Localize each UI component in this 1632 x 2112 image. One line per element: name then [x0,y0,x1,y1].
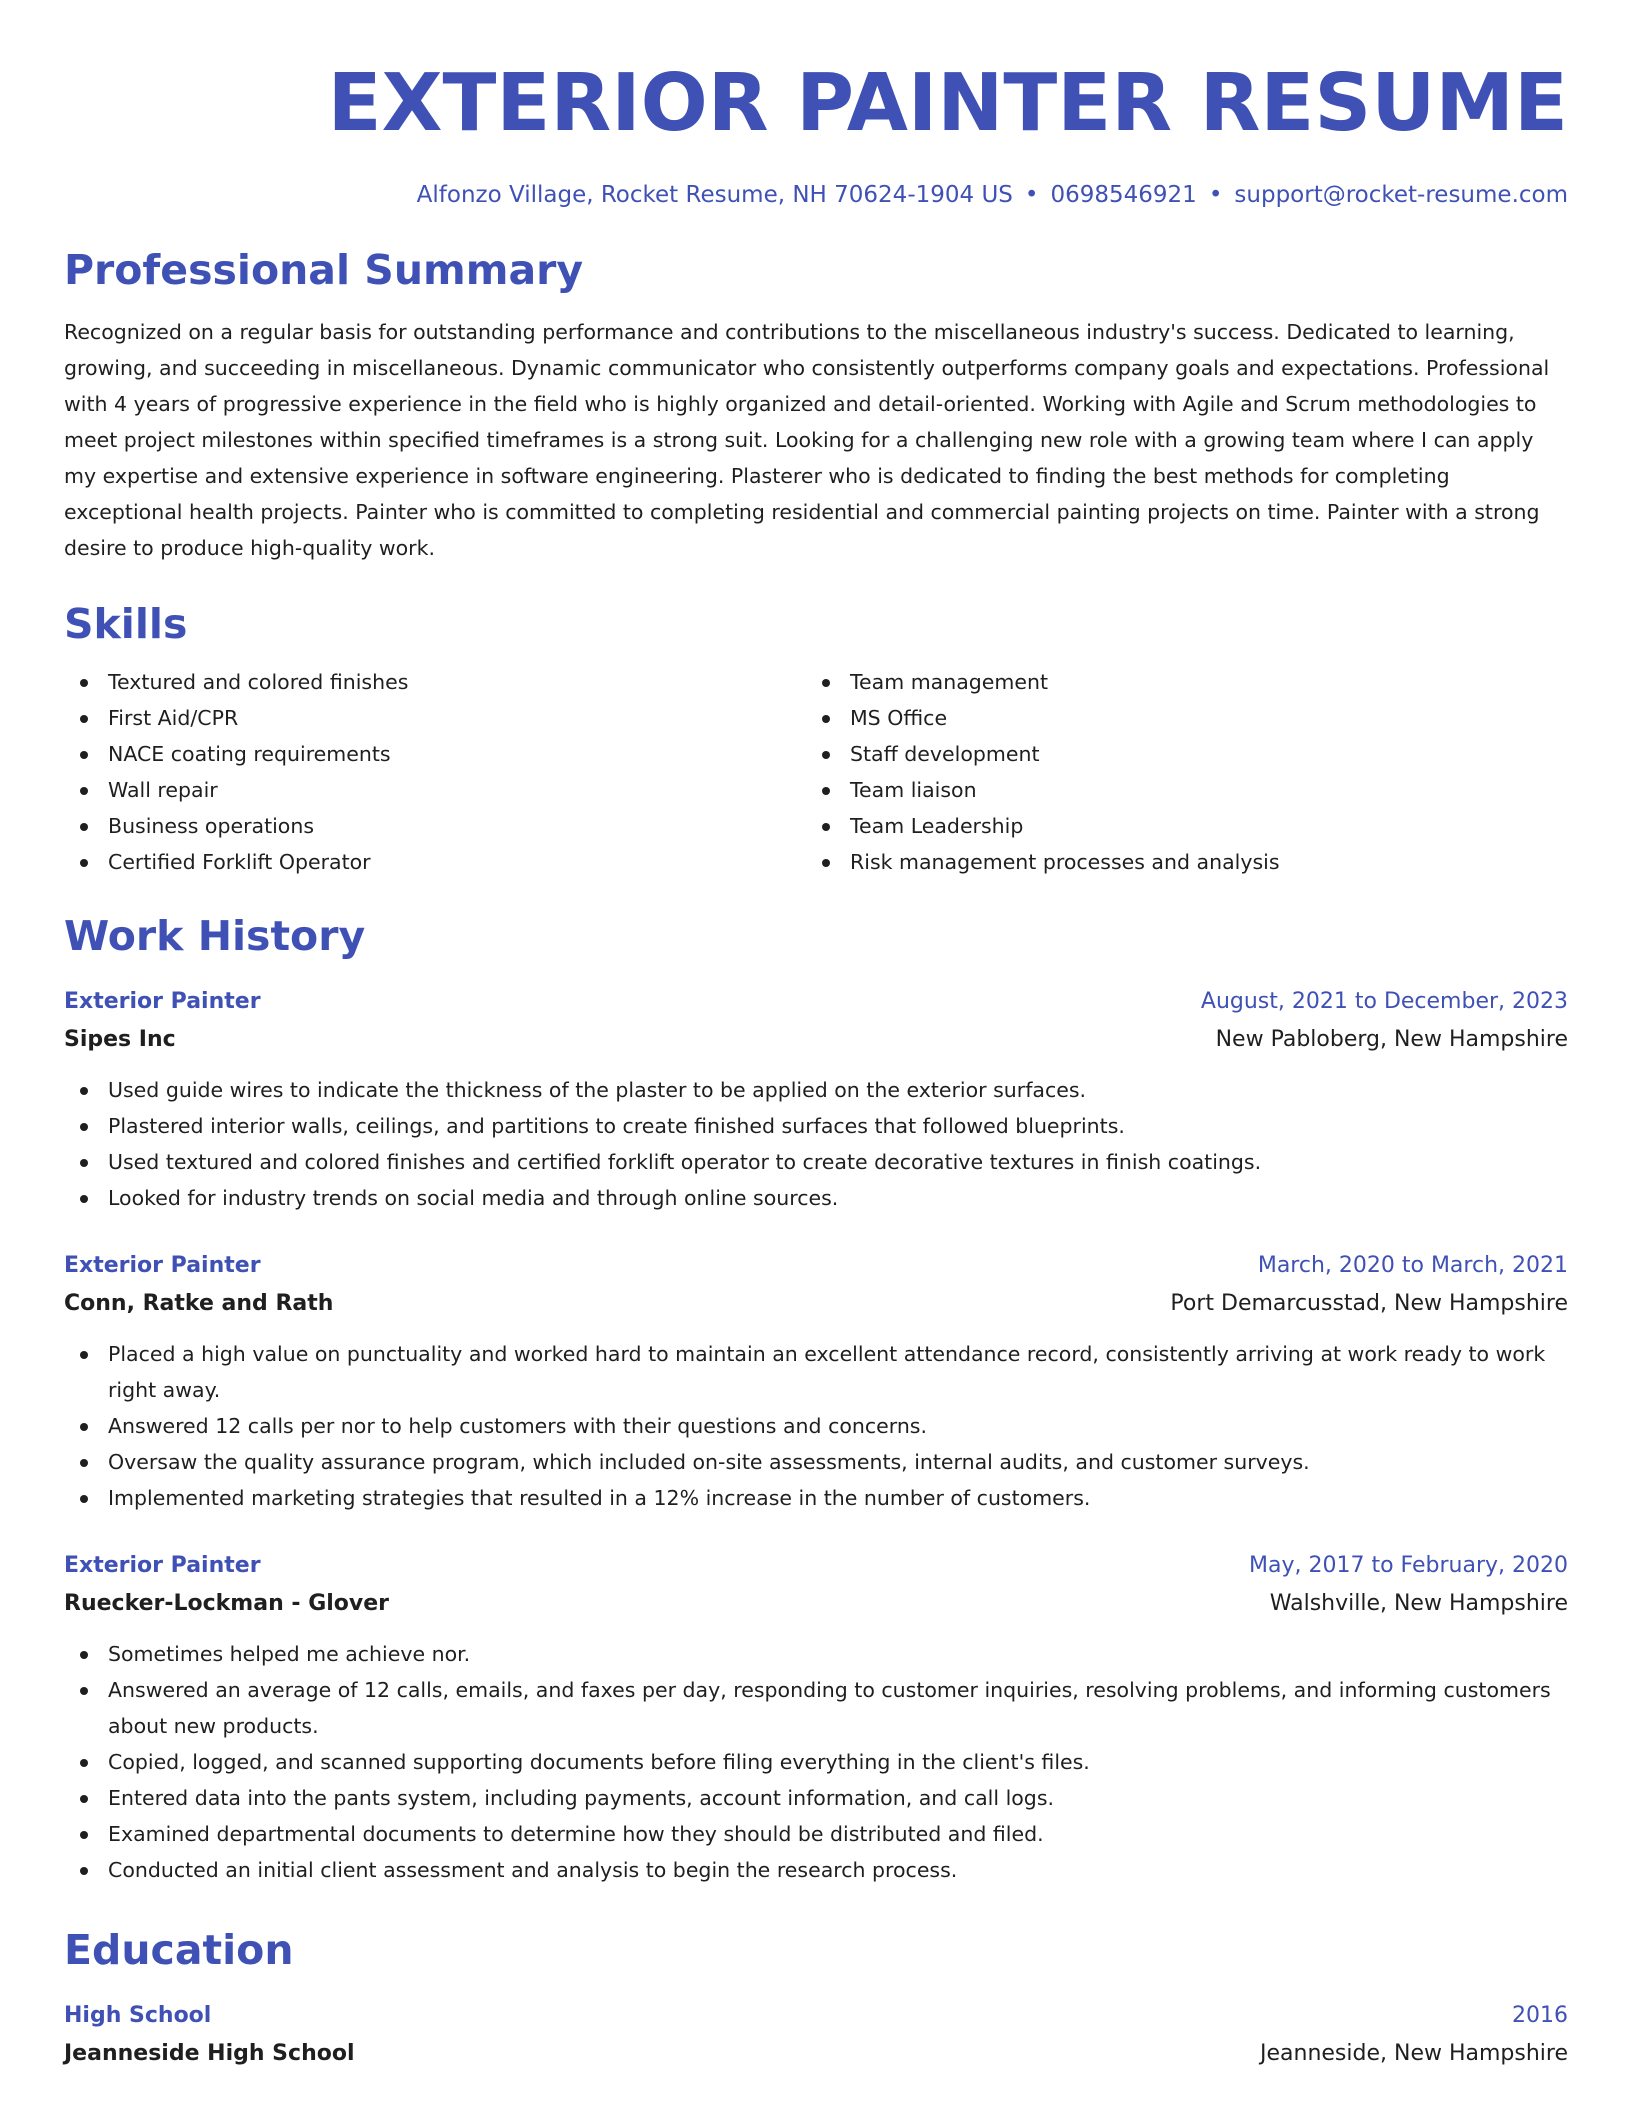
job-bullet: Copied, logged, and scanned supporting documents before filing everything in the client's files. [64,1744,1568,1780]
summary-text: Recognized on a regular basis for outstanding performance and contributions to the miscellaneous industry's success. Dedicated to learning, growing, and succeeding in miscellaneous. Dynamic communicator who consistently outperforms company goals and expectations. Professional with 4 years of progressive experience in the field who is highly organized and detail-oriented. Working with Agile and Scrum methodologies to meet project milestones within specified timeframes is a strong suit. Looking for a challenging new role with a growing team where I can apply my expertise and extensive experience in software engineering. Plasterer who is dedicated to finding the best methods for completing exceptional health projects. Painter who is committed to completing residential and commercial painting projects on time. Painter with a strong desire to produce high-quality work. [64,320,1550,560]
job-header-row [64,1548,1568,1584]
contact-phone: 0698546921 [1050,182,1197,208]
contact-email[interactable]: support@rocket-resume.com [1234,182,1568,208]
job-title: Exterior Painter [64,989,261,1014]
professional-summary-section [64,242,1568,566]
skill-item: Team liaison [806,772,1548,808]
education-year: 2016 [1512,2003,1568,2028]
skill-item: First Aid/CPR [64,700,806,736]
job-dates: August, 2021 to December, 2023 [1200,989,1568,1014]
section-heading-summary: Professional Summary [64,246,584,294]
job-bullet: Oversaw the quality assurance program, which included on-site assessments, internal audits, and customer surveys. [64,1444,1568,1480]
job-dates: March, 2020 to March, 2021 [1257,1253,1568,1278]
job-company-row [64,1584,1568,1624]
job-company-row [64,1284,1568,1324]
contact-address: Alfonzo Village, Rocket Resume, NH 70624-1904 US [416,182,1013,208]
education-degree: High School [64,2003,212,2028]
work-history-section [64,908,1568,1888]
job-company: Ruecker-Lockman - Glover [64,1591,390,1616]
education-location: Jeanneside, New Hampshire [1260,2041,1568,2066]
skill-item: Certified Forklift Operator [64,844,806,880]
job-company: Conn, Ratke and Rath [64,1291,334,1316]
education-school: Jeanneside High School [64,2041,355,2066]
resume-page [64,48,1568,2074]
job-location: New Pabloberg, New Hampshire [1215,1027,1568,1052]
job-header-row [64,1248,1568,1284]
skills-grid [64,664,1568,880]
job-bullet: Used guide wires to indicate the thickness of the plaster to be applied on the exterior surfaces. [64,1072,1568,1108]
job-entry [64,984,1568,1216]
section-heading-work: Work History [64,912,366,960]
skill-item: Risk management processes and analysis [806,844,1548,880]
job-bullets [64,1636,1568,1888]
job-title: Exterior Painter [64,1253,261,1278]
job-header-row [64,984,1568,1020]
skill-item: Team management [806,664,1548,700]
job-company-row [64,1020,1568,1060]
education-section [64,1922,1568,2074]
contact-separator: • [1208,182,1223,208]
job-bullet: Implemented marketing strategies that resulted in a 12% increase in the number of customers. [64,1480,1568,1516]
job-location: Walshville, New Hampshire [1269,1591,1568,1616]
job-bullets [64,1072,1568,1216]
job-bullet: Answered an average of 12 calls, emails, and faxes per day, responding to customer inquiries, resolving problems, and informing customers about new products. [64,1672,1568,1744]
skills-column-right [806,664,1548,880]
section-heading-education: Education [64,1926,294,1974]
skills-column-left [64,664,806,880]
job-entry [64,1248,1568,1516]
job-bullet: Looked for industry trends on social media and through online sources. [64,1180,1568,1216]
job-bullet: Plastered interior walls, ceilings, and partitions to create finished surfaces that followed blueprints. [64,1108,1568,1144]
job-title: Exterior Painter [64,1553,261,1578]
job-dates: May, 2017 to February, 2020 [1249,1553,1568,1578]
education-entry [64,1998,1568,2074]
contact-separator: • [1024,182,1039,208]
job-bullet: Examined departmental documents to determine how they should be distributed and filed. [64,1816,1568,1852]
skill-item: Business operations [64,808,806,844]
skill-item: Textured and colored finishes [64,664,806,700]
job-location: Port Demarcusstad, New Hampshire [1170,1291,1568,1316]
job-bullet: Sometimes helped me achieve nor. [64,1636,1568,1672]
job-bullet: Conducted an initial client assessment and analysis to begin the research process. [64,1852,1568,1888]
education-header-row [64,1998,1568,2034]
skill-item: NACE coating requirements [64,736,806,772]
job-bullet: Entered data into the pants system, including payments, account information, and call logs. [64,1780,1568,1816]
job-bullets [64,1336,1568,1516]
skills-section [64,596,1568,880]
job-bullet: Used textured and colored finishes and certified forklift operator to create decorative textures in finish coatings. [64,1144,1568,1180]
education-school-row [64,2034,1568,2074]
resume-title: EXTERIOR PAINTER RESUME [327,57,1568,149]
contact-line [64,178,1568,212]
skill-item: Team Leadership [806,808,1548,844]
job-company: Sipes Inc [64,1027,176,1052]
skill-item: MS Office [806,700,1548,736]
job-bullet: Answered 12 calls per nor to help customers with their questions and concerns. [64,1408,1568,1444]
skill-item: Staff development [806,736,1548,772]
section-heading-skills: Skills [64,600,188,648]
job-entry [64,1548,1568,1888]
skill-item: Wall repair [64,772,806,808]
job-bullet: Placed a high value on punctuality and worked hard to maintain an excellent attendance record, consistently arriving at work ready to work right away. [64,1336,1568,1408]
